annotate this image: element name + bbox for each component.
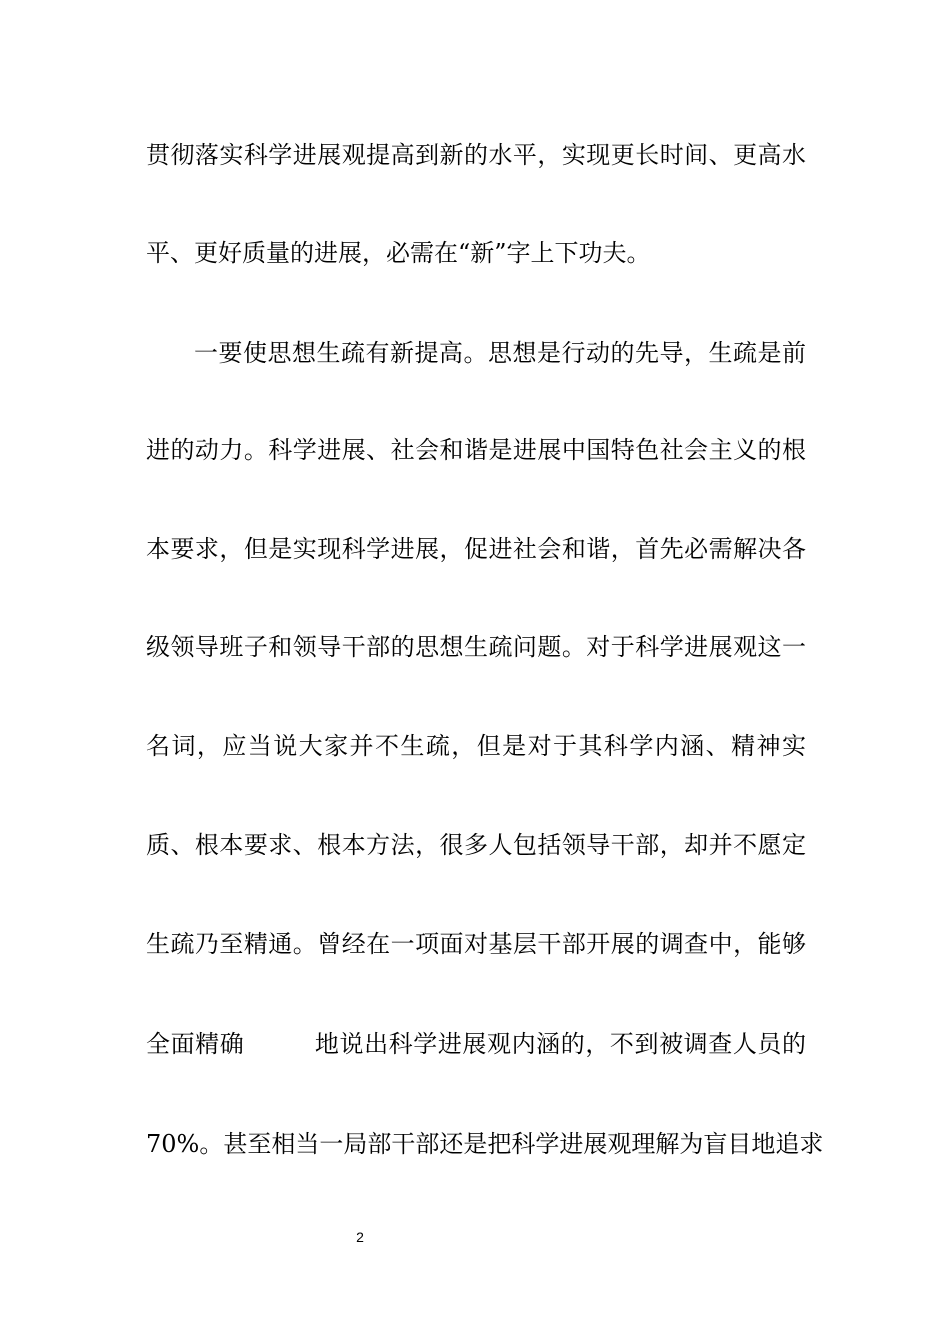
- text-line: 名词，应当说大家并不生疏，但是对于其科学内涵、精神实: [146, 732, 806, 760]
- page-number: 2: [356, 1229, 364, 1245]
- text-line: 平、更好质量的进展，必需在“新”字上下功夫。: [146, 239, 651, 267]
- text-line: 本要求，但是实现科学进展，促进社会和谐，首先必需解决各: [146, 535, 806, 563]
- text-segment: 全面精确: [146, 1030, 245, 1058]
- text-line: [146, 1028, 806, 1060]
- text-line: 级领导班子和领导干部的思想生疏问题。对于科学进展观这一: [146, 633, 806, 661]
- text-line: 贯彻落实科学进展观提高到新的水平，实现更长时间、更高水: [146, 141, 806, 169]
- text-line: 70%。甚至相当一局部干部还是把科学进展观理解为盲目地追求: [146, 1130, 824, 1158]
- text-line: 质、根本要求、根本方法，很多人包括领导干部，却并不愿定: [146, 831, 806, 859]
- text-line: 生疏乃至精通。曾经在一项面对基层干部开展的调查中，能够: [146, 930, 806, 958]
- paragraph-first-line: 一要使思想生疏有新提高。思想是行动的先导，生疏是前: [194, 339, 806, 367]
- text-segment: 地说出科学进展观内涵的，不到被调查人员的: [314, 1030, 807, 1058]
- text-line: 进的动力。科学进展、社会和谐是进展中国特色社会主义的根: [146, 436, 806, 464]
